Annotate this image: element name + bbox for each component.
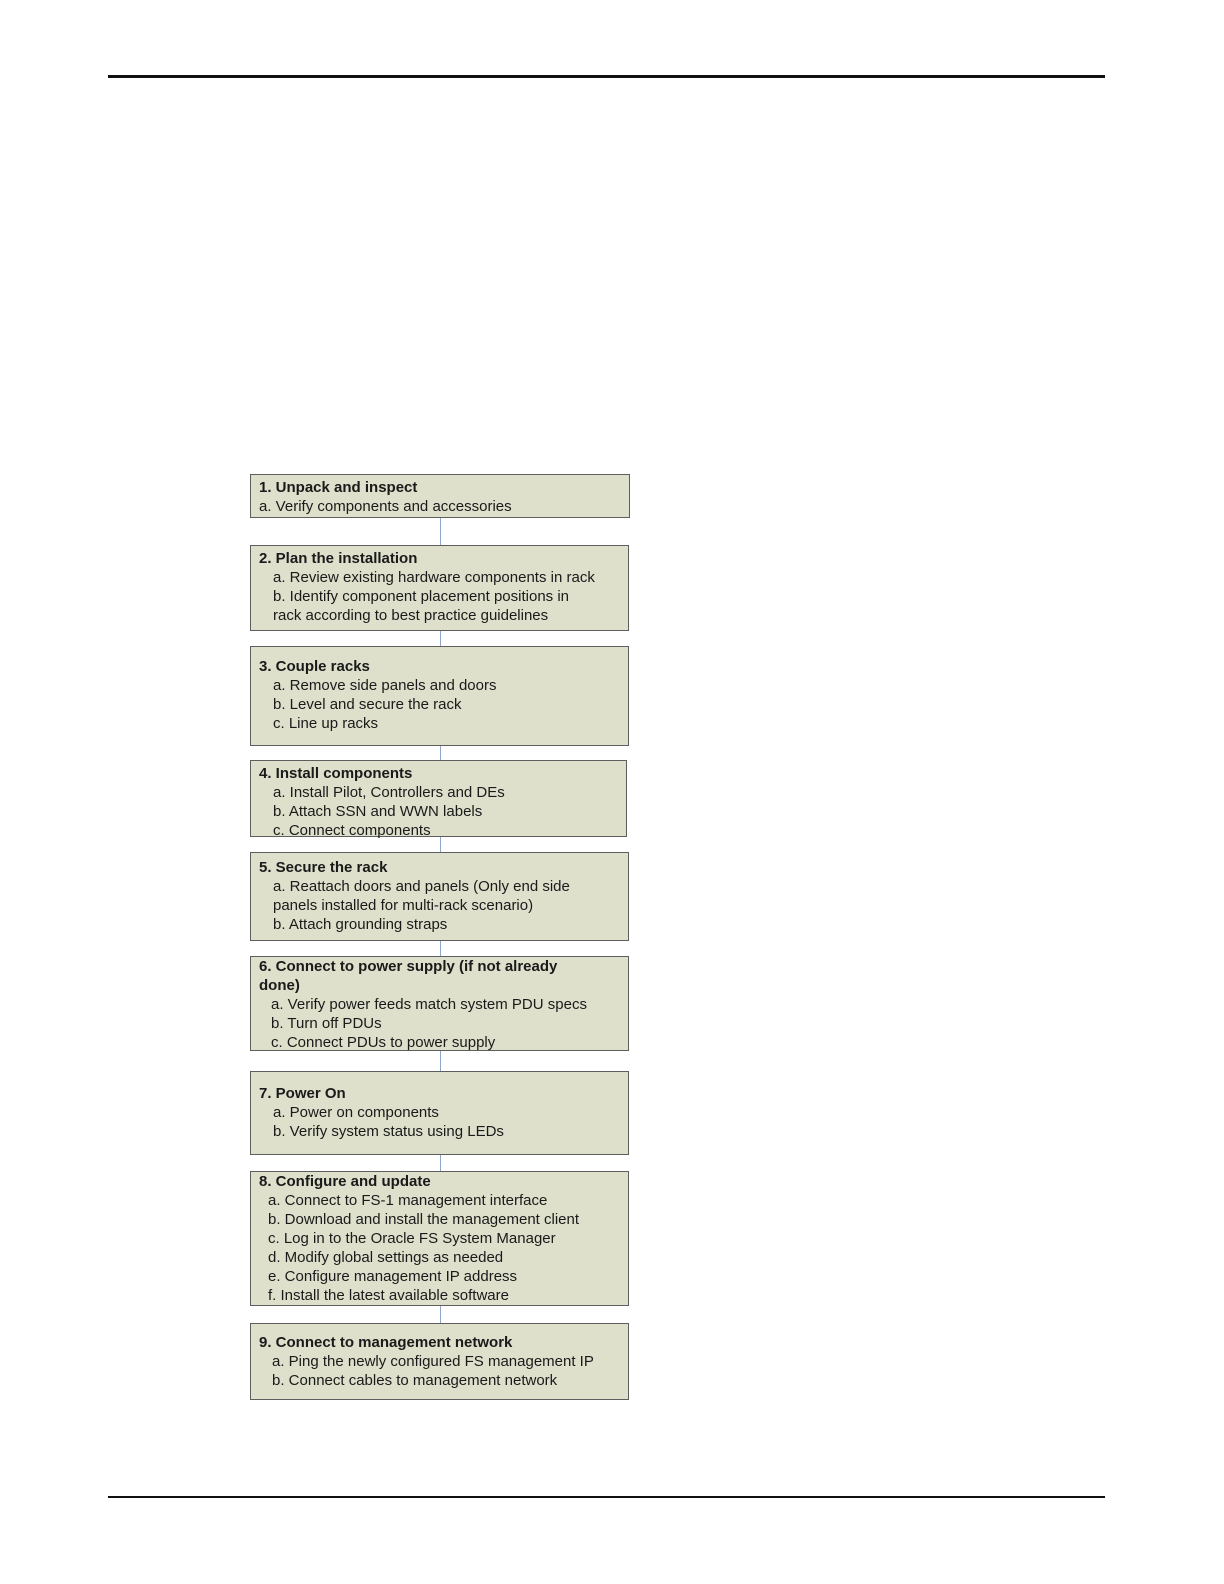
connector-3-4 — [440, 746, 441, 760]
step-item: b. Download and install the management client — [268, 1211, 580, 1228]
step-item: b. Verify system status using LEDs — [273, 1123, 504, 1140]
step-item: b. Identify component placement positions in — [273, 588, 570, 605]
step-item: a. Install Pilot, Controllers and DEs — [273, 784, 505, 801]
step-title: 7. Power On — [259, 1085, 346, 1102]
step-item: d. Modify global settings as needed — [268, 1249, 504, 1266]
step-item: c. Connect components — [273, 822, 431, 839]
connector-2-3 — [440, 631, 441, 646]
step-couple-racks — [250, 646, 629, 746]
step-item: a. Verify power feeds match system PDU specs — [271, 996, 587, 1013]
step-item: b. Turn off PDUs — [271, 1015, 382, 1032]
step-unpack-inspect — [250, 474, 630, 518]
step-connect-power — [250, 956, 629, 1051]
step-item: c. Line up racks — [273, 715, 379, 732]
step-title: 6. Connect to power supply (if not already done) — [259, 958, 558, 994]
step-secure-rack — [250, 852, 629, 941]
step-title: 5. Secure the rack — [259, 859, 388, 876]
step-configure-update — [250, 1171, 629, 1306]
step-title: 8. Configure and update — [259, 1173, 431, 1190]
step-item: c. Log in to the Oracle FS System Manager — [268, 1230, 556, 1247]
step-plan-installation — [250, 545, 629, 631]
step-item: e. Configure management IP address — [268, 1268, 518, 1285]
connector-1-2 — [440, 518, 441, 545]
step-item: a. Ping the newly configured FS management IP — [272, 1353, 594, 1370]
step-title: 9. Connect to management network — [259, 1334, 513, 1351]
step-item: b. Level and secure the rack — [273, 696, 462, 713]
step-title: 1. Unpack and inspect — [259, 479, 418, 496]
step-item: a. Reattach doors and panels (Only end side — [273, 878, 570, 895]
step-item: a. Connect to FS-1 management interface — [268, 1192, 548, 1209]
connector-6-7 — [440, 1051, 441, 1071]
step-item: a. Power on components — [273, 1104, 439, 1121]
step-item: panels installed for multi-rack scenario) — [273, 897, 534, 914]
connector-7-8 — [440, 1155, 441, 1171]
header-rule — [108, 75, 1105, 78]
connector-8-9 — [440, 1306, 441, 1323]
step-item: b. Attach SSN and WWN labels — [273, 803, 483, 820]
step-title: 2. Plan the installation — [259, 550, 418, 567]
step-install-components — [250, 760, 627, 837]
step-item: a. Verify components and accessories — [259, 498, 512, 515]
connector-5-6 — [440, 941, 441, 956]
step-item: b. Connect cables to management network — [272, 1372, 558, 1389]
step-connect-management-network — [250, 1323, 629, 1400]
step-item: a. Review existing hardware components in rack — [273, 569, 595, 586]
footer-rule — [108, 1496, 1105, 1498]
step-item: b. Attach grounding straps — [273, 916, 448, 933]
step-title: 3. Couple racks — [259, 658, 370, 675]
step-item: a. Remove side panels and doors — [273, 677, 497, 694]
step-item: f. Install the latest available software — [268, 1287, 509, 1304]
step-item: rack according to best practice guidelines — [273, 607, 549, 624]
step-item: c. Connect PDUs to power supply — [271, 1034, 496, 1051]
step-title: 4. Install components — [259, 765, 413, 782]
step-power-on — [250, 1071, 629, 1155]
